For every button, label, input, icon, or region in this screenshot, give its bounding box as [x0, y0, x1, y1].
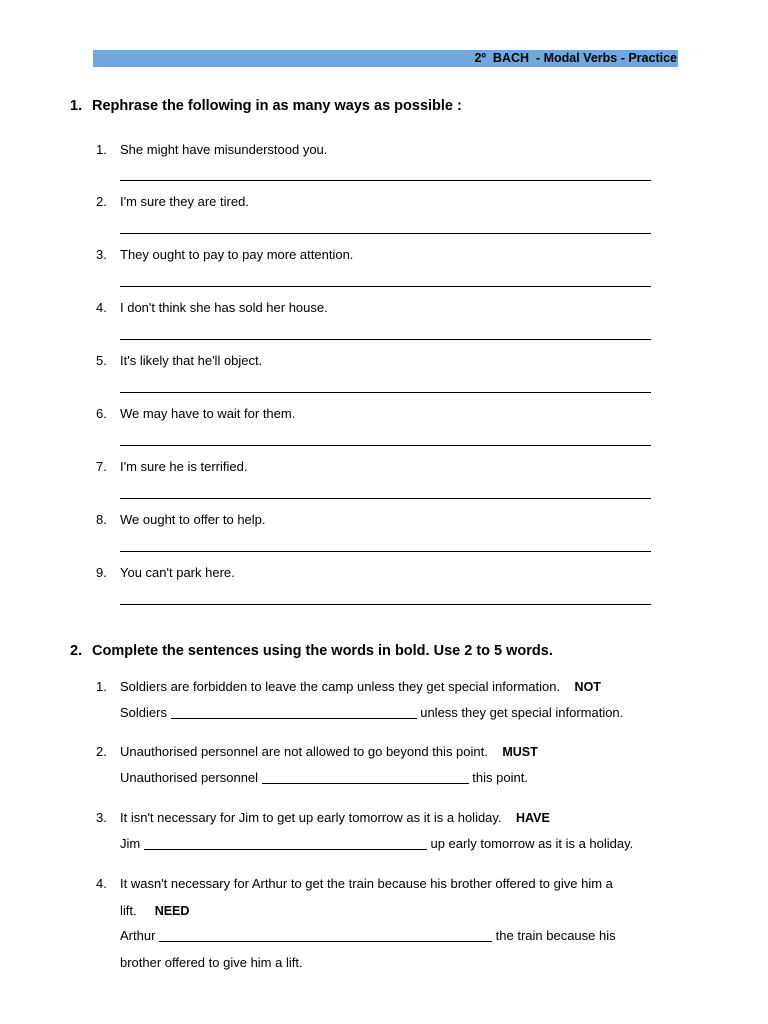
list-item — [96, 565, 235, 581]
item-text: We ought to offer to help. — [120, 512, 266, 527]
list-item — [96, 876, 613, 892]
answer-line[interactable] — [120, 180, 651, 181]
item-text: Soldiers are forbidden to leave the camp unless they get special information. — [120, 679, 561, 694]
item-number: 1. — [96, 142, 107, 157]
keyword: NEED — [154, 904, 190, 918]
section-1-title — [70, 97, 462, 115]
item-text: You can't park here. — [120, 565, 235, 580]
keyword: HAVE — [516, 811, 550, 825]
item-text: It wasn't necessary for Arthur to get the train because his brother offered to give him a — [120, 876, 613, 891]
item-text-cont: lift. — [120, 903, 137, 918]
answer-line[interactable] — [120, 392, 651, 393]
item-text: It isn't necessary for Jim to get up early tomorrow as it is a holiday. — [120, 810, 502, 825]
section-2-number: 2. — [70, 643, 83, 659]
keyword: NOT — [574, 680, 601, 694]
item-number: 9. — [96, 565, 107, 580]
answer-start: Jim — [120, 836, 141, 851]
answer-start: Unauthorised personnel — [120, 770, 259, 785]
answer-sentence — [120, 836, 633, 852]
list-item — [96, 744, 538, 760]
answer-sentence — [120, 705, 623, 721]
answer-line[interactable] — [120, 339, 651, 340]
item-text: I'm sure they are tired. — [120, 194, 249, 209]
item-text: We may have to wait for them. — [120, 406, 296, 421]
item-number: 8. — [96, 512, 107, 527]
item-text-continuation — [120, 903, 189, 919]
list-item — [96, 406, 295, 422]
item-text: I'm sure he is terrified. — [120, 459, 248, 474]
item-text: I don't think she has sold her house. — [120, 300, 328, 315]
item-text: It's likely that he'll object. — [120, 353, 263, 368]
answer-line[interactable] — [120, 445, 651, 446]
list-item — [96, 459, 247, 475]
answer-blank[interactable] — [159, 928, 492, 942]
section-1-heading: Rephrase the following in as many ways as possible : — [92, 98, 462, 114]
item-number: 1. — [96, 679, 107, 694]
item-number: 4. — [96, 300, 107, 315]
item-text: She might have misunderstood you. — [120, 142, 328, 157]
section-2-title — [70, 642, 553, 660]
list-item — [96, 300, 328, 316]
header-title: 2º BACH - Modal Verbs - Practice — [474, 51, 677, 65]
answer-continuation — [120, 955, 303, 971]
list-item — [96, 194, 249, 210]
section-1-number: 1. — [70, 98, 83, 114]
header-bar — [93, 50, 678, 67]
answer-start: Soldiers — [120, 705, 167, 720]
item-text: Unauthorised personnel are not allowed to go beyond this point. — [120, 744, 488, 759]
item-number: 2. — [96, 744, 107, 759]
item-text: They ought to pay to pay more attention. — [120, 247, 354, 262]
answer-sentence — [120, 928, 616, 944]
answer-end: unless they get special information. — [420, 705, 624, 720]
answer-cont: brother offered to give him a lift. — [120, 955, 303, 970]
answer-line[interactable] — [120, 498, 651, 499]
list-item — [96, 353, 262, 369]
item-number: 3. — [96, 810, 107, 825]
answer-start: Arthur — [120, 928, 156, 943]
answer-blank[interactable] — [262, 770, 469, 784]
item-number: 4. — [96, 876, 107, 891]
keyword: MUST — [502, 745, 538, 759]
list-item — [96, 142, 327, 158]
section-2-heading: Complete the sentences using the words in bold. Use 2 to 5 words. — [92, 643, 553, 659]
item-number: 2. — [96, 194, 107, 209]
item-number: 7. — [96, 459, 107, 474]
answer-line[interactable] — [120, 286, 651, 287]
answer-blank[interactable] — [144, 836, 427, 850]
answer-line[interactable] — [120, 233, 651, 234]
list-item — [96, 247, 353, 263]
item-number: 5. — [96, 353, 107, 368]
list-item — [96, 512, 266, 528]
answer-end: up early tomorrow as it is a holiday. — [430, 836, 634, 851]
item-number: 3. — [96, 247, 107, 262]
list-item — [96, 679, 601, 695]
answer-blank[interactable] — [171, 705, 417, 719]
item-number: 6. — [96, 406, 107, 421]
answer-sentence — [120, 770, 528, 786]
list-item — [96, 810, 550, 826]
answer-line[interactable] — [120, 551, 651, 552]
answer-line[interactable] — [120, 604, 651, 605]
answer-end: this point. — [472, 770, 528, 785]
answer-end: the train because his — [495, 928, 616, 943]
